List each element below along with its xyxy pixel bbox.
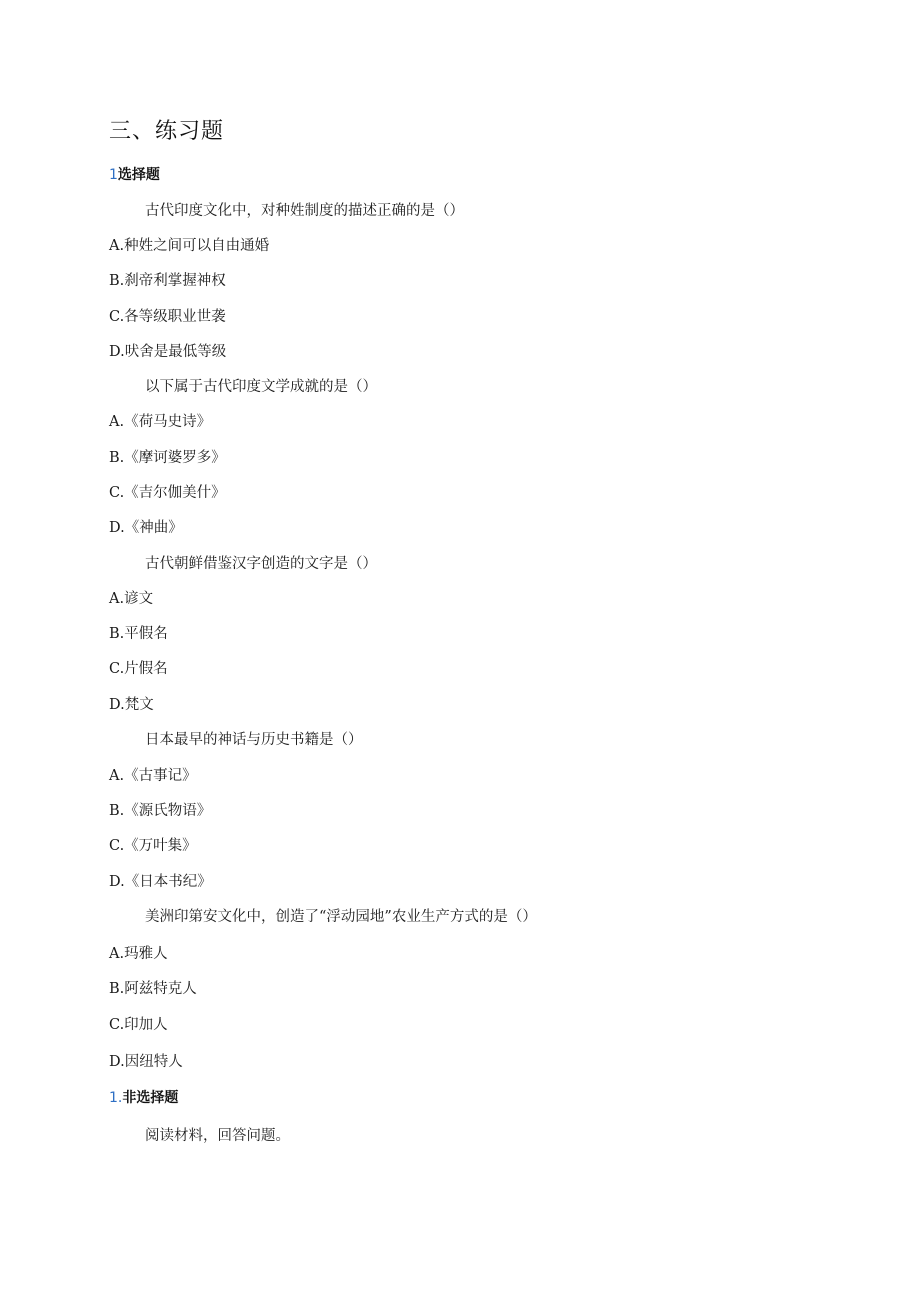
option-a: A.《荷马史诗》 (109, 414, 212, 430)
section-title: 选择题 (117, 167, 160, 183)
question-stem: 美洲印第安文化中，创造了“浮动园地”农业生产方式的是（） (145, 909, 537, 925)
question-stem: 古代朝鲜借鉴汉字创造的文字是（） (145, 556, 377, 572)
question-stem: 日本最早的神话与历史书籍是（） (145, 732, 363, 748)
instruction-text: 阅读材料，回答问题。 (145, 1128, 290, 1144)
option-d: D.梵文 (109, 697, 154, 713)
question-stem: 以下属于古代印度文学成就的是（） (145, 379, 377, 395)
option-a: A.种姓之间可以自由通婚 (109, 238, 270, 254)
section-number: 1. (109, 1090, 123, 1106)
page-title: 三、练习题 (109, 119, 225, 144)
option-b: B.阿兹特克人 (109, 981, 197, 997)
option-c: C.《吉尔伽美什》 (109, 485, 226, 501)
option-c: C.《万叶集》 (109, 838, 197, 854)
option-c: C.各等级职业世袭 (109, 309, 226, 325)
section-number: 1 (109, 167, 118, 183)
question-stem: 古代印度文化中，对种姓制度的描述正确的是（） (145, 203, 464, 219)
option-d: D.吠舍是最低等级 (109, 344, 227, 360)
section-heading-nonchoice (109, 1087, 178, 1107)
option-b: B.刹帝利掌握神权 (109, 273, 226, 289)
option-d: D.《神曲》 (109, 520, 183, 536)
option-a: A.谚文 (109, 591, 154, 607)
option-a: A.玛雅人 (109, 946, 168, 962)
section-title: 非选择题 (122, 1090, 179, 1106)
document-page (109, 0, 809, 1301)
section-heading-choice (109, 164, 160, 184)
option-b: B.平假名 (109, 626, 168, 642)
option-b: B.《摩诃婆罗多》 (109, 450, 226, 466)
option-c: C.印加人 (109, 1017, 168, 1033)
option-c: C.片假名 (109, 661, 168, 677)
option-b: B.《源氏物语》 (109, 803, 212, 819)
option-d: D.《日本书纪》 (109, 874, 212, 890)
option-a: A.《古事记》 (109, 768, 197, 784)
option-d: D.因纽特人 (109, 1054, 183, 1070)
